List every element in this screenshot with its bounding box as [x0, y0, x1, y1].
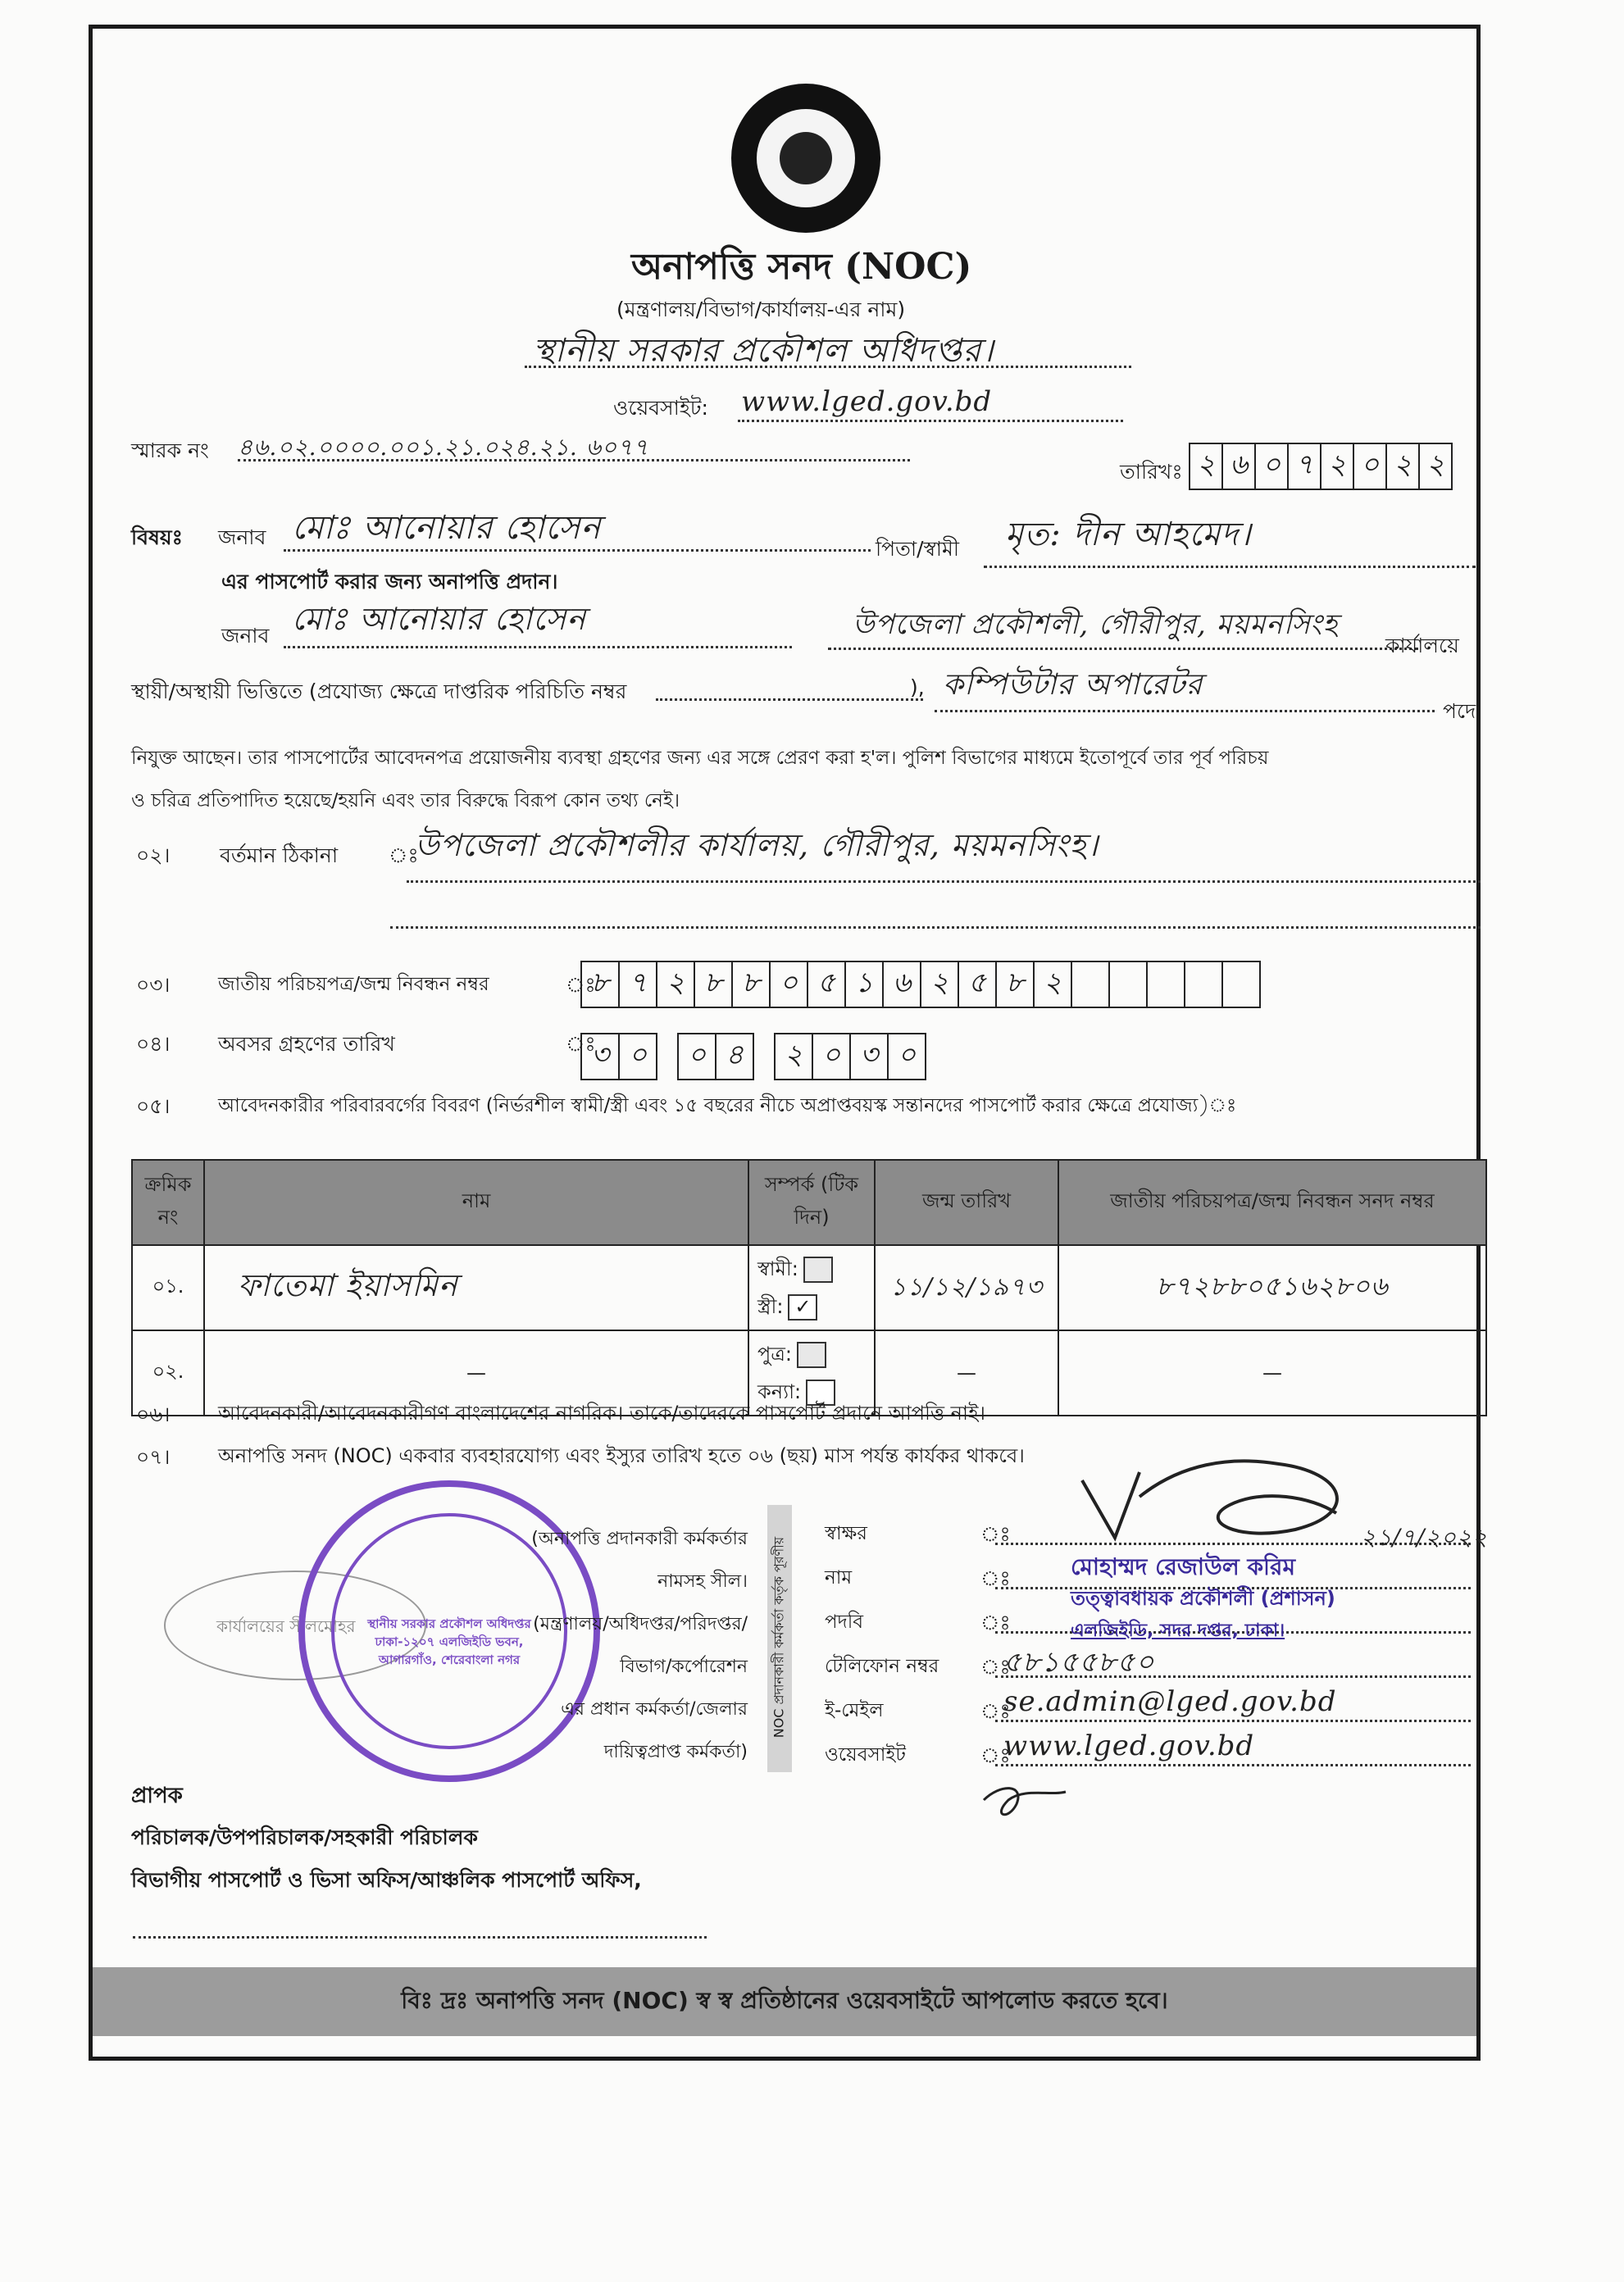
item07-text: অনাপত্তি সনদ (NOC) একবার ব্যবহারযোগ্য এবং ইস্যুর তারিখ হতে ০৬ (ছয়) মাস পর্যন্ত কার্যকর থাকবে।: [218, 1444, 1025, 1467]
passport-line: এর পাসপোর্ট করার জন্য অনাপত্তি প্রদান।: [221, 570, 558, 593]
colon: ঃ: [566, 1032, 596, 1056]
retire-digit: ০: [812, 1033, 851, 1080]
item05-no: ০৫।: [136, 1094, 171, 1118]
family-table: [131, 1159, 1487, 1416]
date-digit: ২: [1418, 443, 1453, 490]
nid-digit: ০: [769, 961, 808, 1008]
government-seal: [731, 84, 880, 233]
ministry-name: স্থানীয় সরকার প্রকৌশল অধিদপ্তর।: [533, 332, 994, 370]
vertical-text: NOC প্রদানকারী কর্মকর্তা কর্তৃক পূরণীয়: [771, 1536, 787, 1739]
officer-name: মোহাম্মদ রেজাউল করিম: [1071, 1553, 1296, 1580]
date-digit: ২: [1385, 443, 1420, 490]
relation-wife-checkbox: ✓: [788, 1294, 817, 1321]
issuer-line-4: বিভাগ/কর্পোরেশন: [620, 1657, 748, 1677]
item05-label: আবেদনকারীর পরিবারবর্গের বিবরণ (নির্ভরশীল স্বামী/স্ত্রী এবং ১৫ বছরের নীচে অপ্রাপ্তবয়স্ক সন্তানদের পাসপোর্ট করার ক্ষেত্রে প্রযোজ্য)ঃ: [218, 1095, 1237, 1116]
website-label: ওয়েবসাইট:: [613, 396, 708, 420]
row-name: —: [204, 1330, 748, 1416]
date-digit: ৭: [1287, 443, 1321, 490]
recipient-label: প্রাপক: [131, 1784, 183, 1808]
sig-label-name: নাম: [825, 1567, 853, 1589]
relation-son-label: পুত্র:: [757, 1343, 793, 1366]
officer-title: তত্ত্বাবধায়ক প্রকৌশলী (প্রশাসন): [1071, 1587, 1335, 1610]
nid-digit: ২: [1033, 961, 1072, 1008]
retire-digit: ২: [774, 1033, 813, 1080]
row-name: [204, 1245, 748, 1330]
officer-signature: [1066, 1448, 1377, 1554]
colon: ঃ: [980, 1522, 1011, 1546]
date-cells: [1190, 443, 1453, 490]
row-dob: [875, 1245, 1058, 1330]
item02-value: উপজেলা প্রকৌশলীর কার্যালয়, গৌরীপুর, ময়মনসিংহ।: [415, 827, 1099, 863]
retire-digit: ০: [618, 1033, 657, 1080]
retire-digit: ০: [677, 1033, 716, 1080]
post-value: কম্পিউটার অপারেটর: [943, 668, 1203, 702]
recipient-line-1: পরিচালক/উপপরিচালক/সহকারী পরিচালক: [131, 1825, 478, 1849]
retire-digit: ০: [887, 1033, 926, 1080]
header-serial: ক্রমিক নং: [132, 1160, 204, 1245]
nid-digit: [1221, 961, 1261, 1008]
issuer-line-3: (মন্ত্রণালয়/অধিদপ্তর/পরিদপ্তর/: [533, 1614, 748, 1634]
retire-digit: ৪: [715, 1033, 754, 1080]
applicant-name-2: মোঃ আনোয়ার হোসেন: [292, 601, 587, 637]
row-dob: —: [875, 1330, 1058, 1416]
nid-digit: ৮: [580, 961, 620, 1008]
nid-digit: [1146, 961, 1185, 1008]
header-dob: জন্ম তারিখ: [875, 1160, 1058, 1245]
date-label: তারিখঃ: [1120, 460, 1183, 484]
father-label: পিতা/স্বামী: [876, 537, 960, 561]
item04-no: ০৪।: [136, 1032, 171, 1056]
family-nid: ৮৭২৮৮০৫১৬২৮০৬: [1156, 1271, 1389, 1302]
row-nid: —: [1058, 1330, 1486, 1416]
item07-no: ০৭।: [136, 1445, 171, 1469]
family-dob: ১১/১২/১৯৭৩: [889, 1272, 1044, 1302]
nid-digit: ৮: [995, 961, 1035, 1008]
nid-digit: ২: [656, 961, 695, 1008]
issuer-line-1: (অনাপত্তি প্রদানকারী কর্মকর্তার: [531, 1529, 748, 1549]
row-nid: [1058, 1245, 1486, 1330]
nid-digit: [1184, 961, 1223, 1008]
phone-value: ৫৮১৫৫৮৫০: [1003, 1646, 1155, 1679]
sig-label-signature: স্বাক্ষর: [825, 1523, 867, 1544]
item02-no: ০২।: [136, 843, 171, 867]
item03-label: জাতীয় পরিচয়পত্র/জন্ম নিবন্ধন নম্বর: [218, 974, 489, 995]
permanent-label: স্থায়ী/অস্থায়ী ভিত্তিতে (প্রযোজ্য ক্ষেত্রে দাপ্তরিক পরিচিতি নম্বর: [131, 680, 627, 703]
relation-husband-label: স্বামী:: [757, 1257, 798, 1280]
website-value: www.lged.gov.bd: [741, 385, 993, 418]
item04-label: অবসর গ্রহণের তারিখ: [218, 1032, 395, 1056]
colon: ঃ: [980, 1655, 1011, 1679]
relation-husband-checkbox: [803, 1257, 833, 1283]
email-value: se.admin@lged.gov.bd: [1003, 1685, 1337, 1718]
date-digit: ২: [1189, 443, 1223, 490]
nid-digit: ৮: [731, 961, 771, 1008]
subject-label: বিষয়ঃ: [131, 525, 183, 549]
memo-label: স্মারক নং: [131, 439, 209, 462]
stamp-text: স্থানীয় সরকার প্রকৌশল অধিদপ্তর ঢাকা-১২০৭ এলজিইডি ভবন, আগারগাঁও, শেরেবাংলা নগর: [367, 1616, 531, 1667]
row-serial: ০১.: [132, 1245, 204, 1330]
item02-label: বর্তমান ঠিকানা: [220, 843, 339, 867]
row-relation: [748, 1245, 875, 1330]
issuer-line-5: এর প্রধান কর্মকর্তা/জেলার: [561, 1699, 748, 1720]
table-row: [132, 1245, 1486, 1330]
colon: ঃ: [980, 1611, 1011, 1634]
relation-wife-label: স্ত্রী:: [757, 1295, 784, 1318]
nid-digit: ৫: [958, 961, 997, 1008]
issuer-line-6: দায়িত্বপ্রাপ্ত কর্মকর্তা): [603, 1742, 748, 1762]
father-name: মৃত: দীন আহমেদ।: [1005, 516, 1252, 553]
item06-no: ০৬।: [136, 1402, 171, 1426]
colon: ঃ: [980, 1743, 1011, 1767]
date-digit: ২: [1320, 443, 1354, 490]
colon: ঃ: [980, 1699, 1011, 1723]
office-value: উপজেলা প্রকৌশলী, গৌরীপুর, ময়মনসিংহ: [853, 608, 1339, 641]
retire-digit: ৩: [580, 1033, 620, 1080]
appoint-line-2: ও চরিত্র প্রতিপাদিত হয়েছে/হয়নি এবং তার বিরুদ্ধে বিরূপ কোন তথ্য নেই।: [131, 790, 680, 811]
sig-label-email: ই-মেইল: [825, 1700, 884, 1721]
recipient-line-2: বিভাগীয় পাসপোর্ট ও ভিসা অফিস/আঞ্চলিক পাসপোর্ট অফিস,: [131, 1868, 642, 1892]
item03-no: ০৩।: [136, 973, 171, 997]
oval-label: কার্যালয়ের সীলমোহর: [216, 1616, 356, 1636]
relation-son-checkbox: [797, 1342, 826, 1368]
footer-note: বিঃ দ্রঃ অনাপত্তি সনদ (NOC) স্ব স্ব প্রতিষ্ঠানের ওয়েবসাইটে আপলোড করতে হবে।: [93, 1967, 1476, 2036]
header-name: নাম: [204, 1160, 748, 1245]
comma-paren: ),: [910, 675, 925, 699]
sig-label-designation: পদবি: [825, 1611, 864, 1633]
appoint-line-1: নিযুক্ত আছেন। তার পাসপোর্টের আবেদনপত্র প্রয়োজনীয় ব্যবস্থা গ্রহণের জন্য এর সঙ্গে প্রেরণ করা হ'ল। পুলিশ বিভাগের মাধ্যমে ইতোপূর্বে তার পূর্ব পরিচয়: [131, 748, 1269, 769]
nid-cells: [582, 961, 1261, 1008]
nid-digit: [1071, 961, 1110, 1008]
vertical-label-box: [767, 1505, 792, 1772]
website2-value: www.lged.gov.bd: [1003, 1730, 1255, 1762]
item06-text: আবেদনকারী/আবেদনকারীগণ বাংলাদেশের নাগরিক। তাকে/তাদেরকে পাসপোর্ট প্রদানে আপত্তি নাই।: [218, 1402, 986, 1425]
sig-label-phone: টেলিফোন নম্বর: [825, 1656, 939, 1677]
janab2-label: জনাব: [221, 624, 270, 648]
nid-digit: ৮: [694, 961, 733, 1008]
colon: ঃ: [980, 1566, 1011, 1590]
office-suffix: কার্যালয়ে: [1385, 634, 1459, 657]
colon: ঃ: [566, 973, 596, 997]
date-digit: ০: [1353, 443, 1387, 490]
retire-cells: [582, 1033, 926, 1080]
relation-daughter-label: কন্যা:: [757, 1380, 802, 1403]
header-relation: সম্পর্ক (টিক দিন): [748, 1160, 875, 1245]
signature-date: ২১/৭/২০২২: [1361, 1524, 1489, 1551]
ministry-caption: (মন্ত্রণালয়/বিভাগ/কার্যালয়-এর নাম): [616, 298, 906, 321]
applicant-name: মোঃ আনোয়ার হোসেন: [292, 509, 602, 547]
nid-digit: [1108, 961, 1148, 1008]
date-digit: ৬: [1221, 443, 1256, 490]
sig-label-website: ওয়েবসাইট: [825, 1744, 906, 1766]
nid-digit: ৫: [807, 961, 846, 1008]
row-serial: ০২.: [132, 1330, 204, 1416]
nid-digit: ৬: [882, 961, 921, 1008]
date-digit: ০: [1254, 443, 1289, 490]
memo-value: ৪৬.০২.০০০০.০০১.২১.০২৪.২১. ৬০৭৭: [238, 434, 649, 461]
janab-label: জনাব: [218, 525, 266, 549]
family-name: ফাতেমা ইয়াসমিন: [238, 1267, 458, 1303]
document-title: অনাপত্তি সনদ (NOC): [631, 246, 972, 288]
initial-mark: [976, 1775, 1074, 1825]
nid-digit: ১: [844, 961, 884, 1008]
retire-digit: ৩: [849, 1033, 889, 1080]
officer-office: এলজিইডি, সদর দপ্তর, ঢাকা।: [1071, 1621, 1285, 1641]
nid-digit: ৭: [618, 961, 657, 1008]
nid-digit: ২: [920, 961, 959, 1008]
issuer-line-2: নামসহ সীল।: [657, 1571, 748, 1592]
post-suffix: পদে: [1443, 699, 1476, 723]
header-nid: জাতীয় পরিচয়পত্র/জন্ম নিবন্ধন সনদ নম্বর: [1058, 1160, 1486, 1245]
colon: ঃ: [389, 843, 419, 867]
